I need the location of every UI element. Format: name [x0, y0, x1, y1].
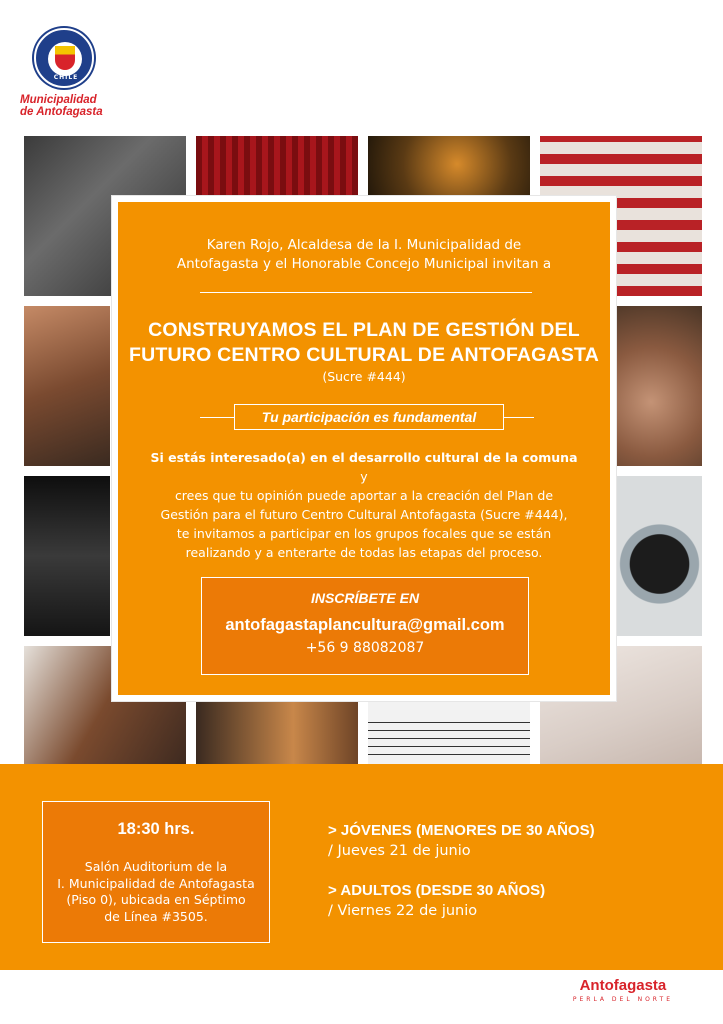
logo-line-2: de Antofagasta [20, 106, 103, 118]
logo-line-1: Municipalidad [20, 94, 97, 106]
registration-title: INSCRÍBETE EN [310, 590, 420, 606]
group-youth [328, 820, 595, 862]
photo-sheet-music [368, 700, 530, 764]
footer-brand-name: Antofagasta [579, 977, 667, 994]
event-venue [49, 859, 263, 925]
registration-email[interactable]: antofagastaplancultura@gmail.com [225, 616, 505, 634]
event-address: (Sucre #444) [322, 369, 406, 384]
municipal-seal-icon [34, 28, 94, 88]
photo-photographer [196, 700, 358, 764]
logo-name [20, 94, 120, 118]
event-time: 18:30 hrs. [117, 820, 195, 838]
title-line-1: CONSTRUYAMOS EL PLAN DE GESTIÓN DEL [148, 319, 580, 341]
venue-line-3: (Piso 0), ubicada en Séptimo [66, 892, 246, 907]
municipality-logo [20, 28, 110, 123]
group-date: / Viernes 22 de junio [328, 903, 478, 919]
group-title: > ADULTOS (DESDE 30 AÑOS) [328, 882, 546, 899]
intro-text [118, 236, 610, 274]
registration-box [201, 577, 529, 675]
tagline-rule-left [200, 417, 234, 418]
time-venue-box [42, 801, 270, 943]
invitation-card [112, 196, 616, 701]
intro-line-2: Antofagasta y el Honorable Concejo Municipal invitan a [176, 256, 552, 272]
body-line-4: te invitamos a participar en los grupos focales que se están [176, 526, 552, 541]
footer-brand-subtitle: PERLA DEL NORTE [572, 996, 673, 1003]
venue-line-1: Salón Auditorium de la [84, 859, 228, 874]
tagline-box: Tu participación es fundamental [234, 404, 504, 430]
title-line-2: FUTURO CENTRO CULTURAL DE ANTOFAGASTA [129, 344, 599, 366]
photo-dancers [24, 476, 110, 636]
focus-groups [328, 820, 595, 940]
divider [200, 292, 532, 293]
seal-text: CHILE [53, 74, 79, 81]
photo-pottery [617, 306, 702, 466]
venue-line-2: I. Municipalidad de Antofagasta [57, 875, 255, 891]
event-title [118, 318, 610, 368]
photo-sculptor [24, 306, 110, 466]
group-title: > JÓVENES (MENORES DE 30 AÑOS) [328, 822, 595, 839]
intro-line-1: Karen Rojo, Alcaldesa de la I. Municipalidad de [206, 237, 522, 253]
body-bold: Si estás interesado(a) en el desarrollo cultural de la comuna [150, 450, 578, 465]
footer-brand [573, 977, 673, 1003]
invitation-body [148, 448, 580, 562]
body-line-1-rest: y [360, 469, 368, 484]
group-adults [328, 880, 595, 922]
body-line-3: Gestión para el futuro Centro Cultural Antofagasta (Sucre #444), [160, 507, 568, 522]
group-date: / Jueves 21 de junio [328, 843, 471, 859]
schedule-band [0, 764, 723, 970]
photo-camera-lens [617, 476, 702, 636]
venue-line-4: de Línea #3505. [104, 908, 208, 924]
registration-phone[interactable]: +56 9 88082087 [305, 640, 425, 656]
tagline-rule-right [504, 417, 534, 418]
body-line-2: crees que tu opinión puede aportar a la creación del Plan de [174, 488, 554, 503]
body-line-5: realizando y a enterarte de todas las etapas del proceso. [185, 545, 543, 560]
